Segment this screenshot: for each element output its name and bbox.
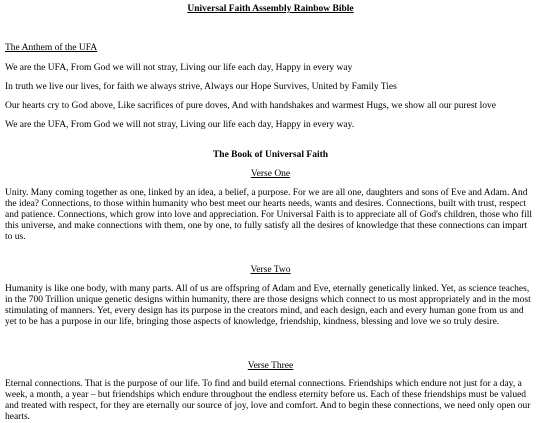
anthem-line: We are the UFA, From God we will not stray, Living our life each day, Happy in every way. bbox=[5, 120, 355, 130]
anthem-line: Our hearts cry to God above, Like sacrifices of pure doves, And with handshakes and warmest Hugs, we show all our purest love bbox=[5, 101, 496, 111]
document-page bbox=[5, 0, 536, 422]
verse-heading: Verse Three bbox=[247, 361, 294, 371]
verse-heading: Verse One bbox=[250, 169, 291, 179]
book-title: The Book of Universal Faith bbox=[212, 150, 329, 160]
verse-heading: Verse Two bbox=[250, 265, 291, 275]
verse-body: Humanity is like one body, with many parts. All of us are offspring of Adam and Eve, eternally genetically linked. Yet, as science teaches, in the 700 Trillion unique genetic designs within humanity, there are those designs which connect to us most appropriately and in the most stimulating of manners. Yet, every design has its purpose in the creators mind, and each design, each and every human gone from us and yet to be has a purpose in our life, bringing those aspects of knowledge, friendship, kindness, blessing and love we so truly desire. bbox=[5, 284, 531, 327]
anthem-line: In truth we live our lives, for faith we always strive, Always our Hope Survives, United by Family Ties bbox=[5, 82, 397, 92]
document-title: Universal Faith Assembly Rainbow Bible bbox=[187, 4, 354, 14]
verse-body: Unity. Many coming together as one, linked by an idea, a belief, a purpose. For we are all one, daughters and sons of Eve and Adam. And the idea? Connections, to those within humanity who best meet our hearts needs, wants and desires. Connections, built with trust, respect and patience. Connections, which grow into love and appreciation. For Universal Faith is to appreciate all of God's children, those who fill this universe, and make connections with them, one by one, to fully satisfy all the desires of knowledge that these connections can impart to us. bbox=[5, 188, 532, 242]
verse-body: Eternal connections. That is the purpose of our life. To find and build eternal connections. Friendships which endure not just for a day, a week, a month, a year – but friendships which endure throughout the endless eternity before us. Each of these friendships must be valued and treated with respect, for they are eternally our source of joy, love and comfort. And to begin these connections, we need only open our hearts. bbox=[5, 379, 531, 422]
anthem-heading: The Anthem of the UFA bbox=[5, 43, 98, 53]
anthem-line: We are the UFA, From God we will not stray, Living our life each day, Happy in every way bbox=[5, 63, 353, 73]
